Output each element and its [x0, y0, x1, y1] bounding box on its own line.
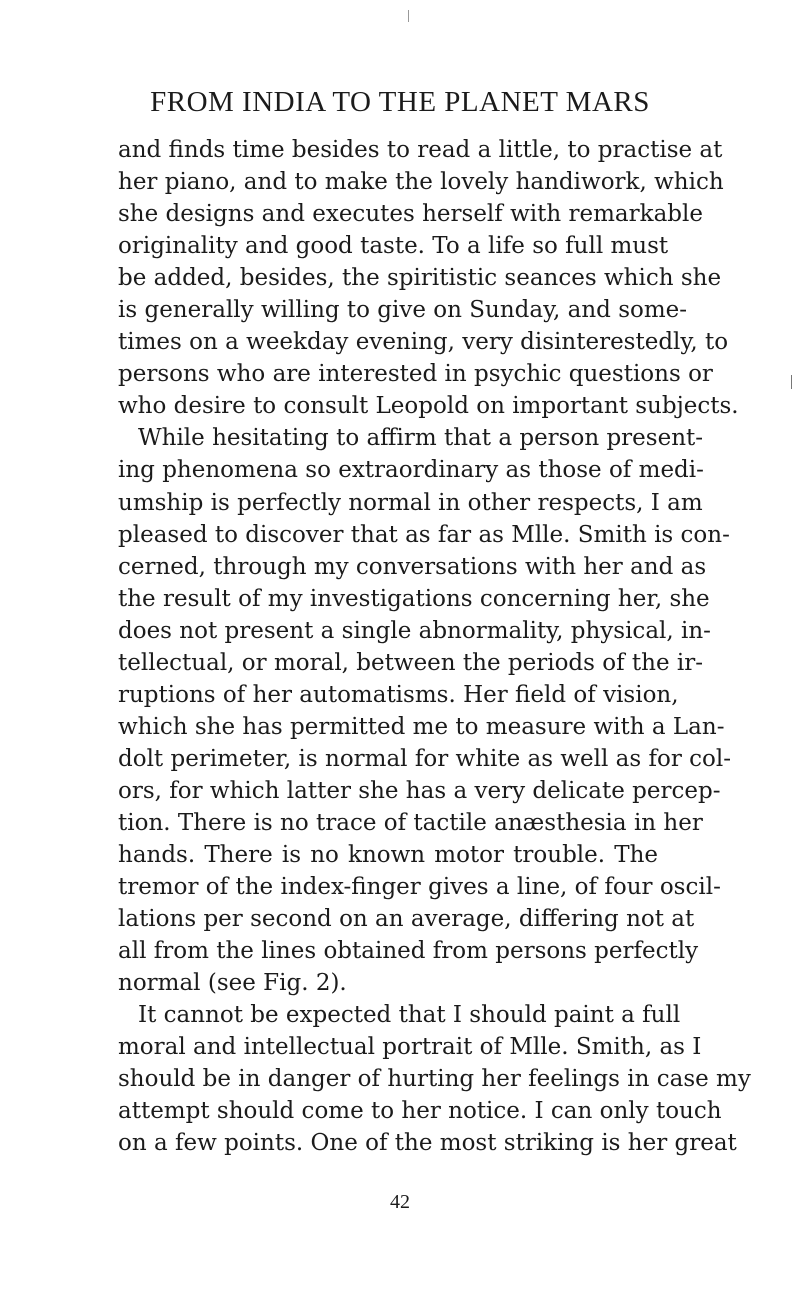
text-line: hands. There is no known motor trouble. The: [118, 842, 658, 869]
text-line: tion. There is no trace of tactile anæsthesia in her: [118, 809, 703, 836]
text-line: which she has permitted me to measure with a Lan-: [118, 713, 725, 740]
margin-mark: [791, 375, 792, 389]
text-line: all from the lines obtained from persons perfectly: [118, 938, 699, 965]
text-line: cerned, through my conversations with her and as: [118, 553, 707, 580]
text-line: and finds time besides to read a little, to practise at: [118, 137, 723, 163]
text-line: ruptions of her automatisms. Her field of vision,: [118, 681, 679, 708]
text-line: does not present a single abnormality, physical, in-: [118, 617, 711, 644]
text-line: should be in danger of hurting her feelings in case my: [118, 1066, 751, 1093]
text-line: times on a weekday evening, very disinterestedly, to: [118, 329, 729, 356]
text-line: be added, besides, the spiritistic seances which she: [118, 265, 722, 292]
scan-mark: [408, 10, 409, 22]
text-line: tellectual, or moral, between the periods of the ir-: [118, 649, 704, 676]
text-line: on a few points. One of the most striking is her great: [118, 1130, 737, 1157]
text-line: her piano, and to make the lovely handiwork, which: [118, 169, 724, 196]
text-line: persons who are interested in psychic questions or: [118, 361, 713, 388]
text-line: ors, for which latter she has a very delicate percep-: [118, 777, 721, 804]
body-text: [118, 134, 751, 1160]
text-line: umship is perfectly normal in other respects, I am: [118, 489, 703, 516]
text-line: attempt should come to her notice. I can only touch: [118, 1098, 722, 1125]
text-line: tremor of the index-finger gives a line, of four oscil-: [118, 874, 721, 901]
text-line: It cannot be expected that I should paint a full: [138, 1002, 681, 1029]
text-line: lations per second on an average, differing not at: [118, 906, 695, 933]
text-line: is generally willing to give on Sunday, and some-: [118, 297, 688, 324]
text-line: pleased to discover that as far as Mlle. Smith is con-: [118, 521, 730, 548]
text-line: normal (see Fig. 2).: [118, 970, 347, 997]
text-line: the result of my investigations concerning her, she: [118, 585, 710, 612]
page-number: 42: [390, 1191, 410, 1213]
text-line: While hesitating to affirm that a person present-: [138, 425, 704, 452]
text-line: dolt perimeter, is normal for white as well as for col-: [118, 745, 732, 772]
text-line: moral and intellectual portrait of Mlle. Smith, as I: [118, 1034, 702, 1061]
text-line: who desire to consult Leopold on important subjects.: [118, 393, 739, 420]
text-line: originality and good taste. To a life so full must: [118, 233, 669, 260]
text-line: ing phenomena so extraordinary as those of medi-: [118, 457, 704, 484]
text-line: she designs and executes herself with remarkable: [118, 201, 703, 228]
running-title: FROM INDIA TO THE PLANET MARS: [150, 86, 650, 118]
